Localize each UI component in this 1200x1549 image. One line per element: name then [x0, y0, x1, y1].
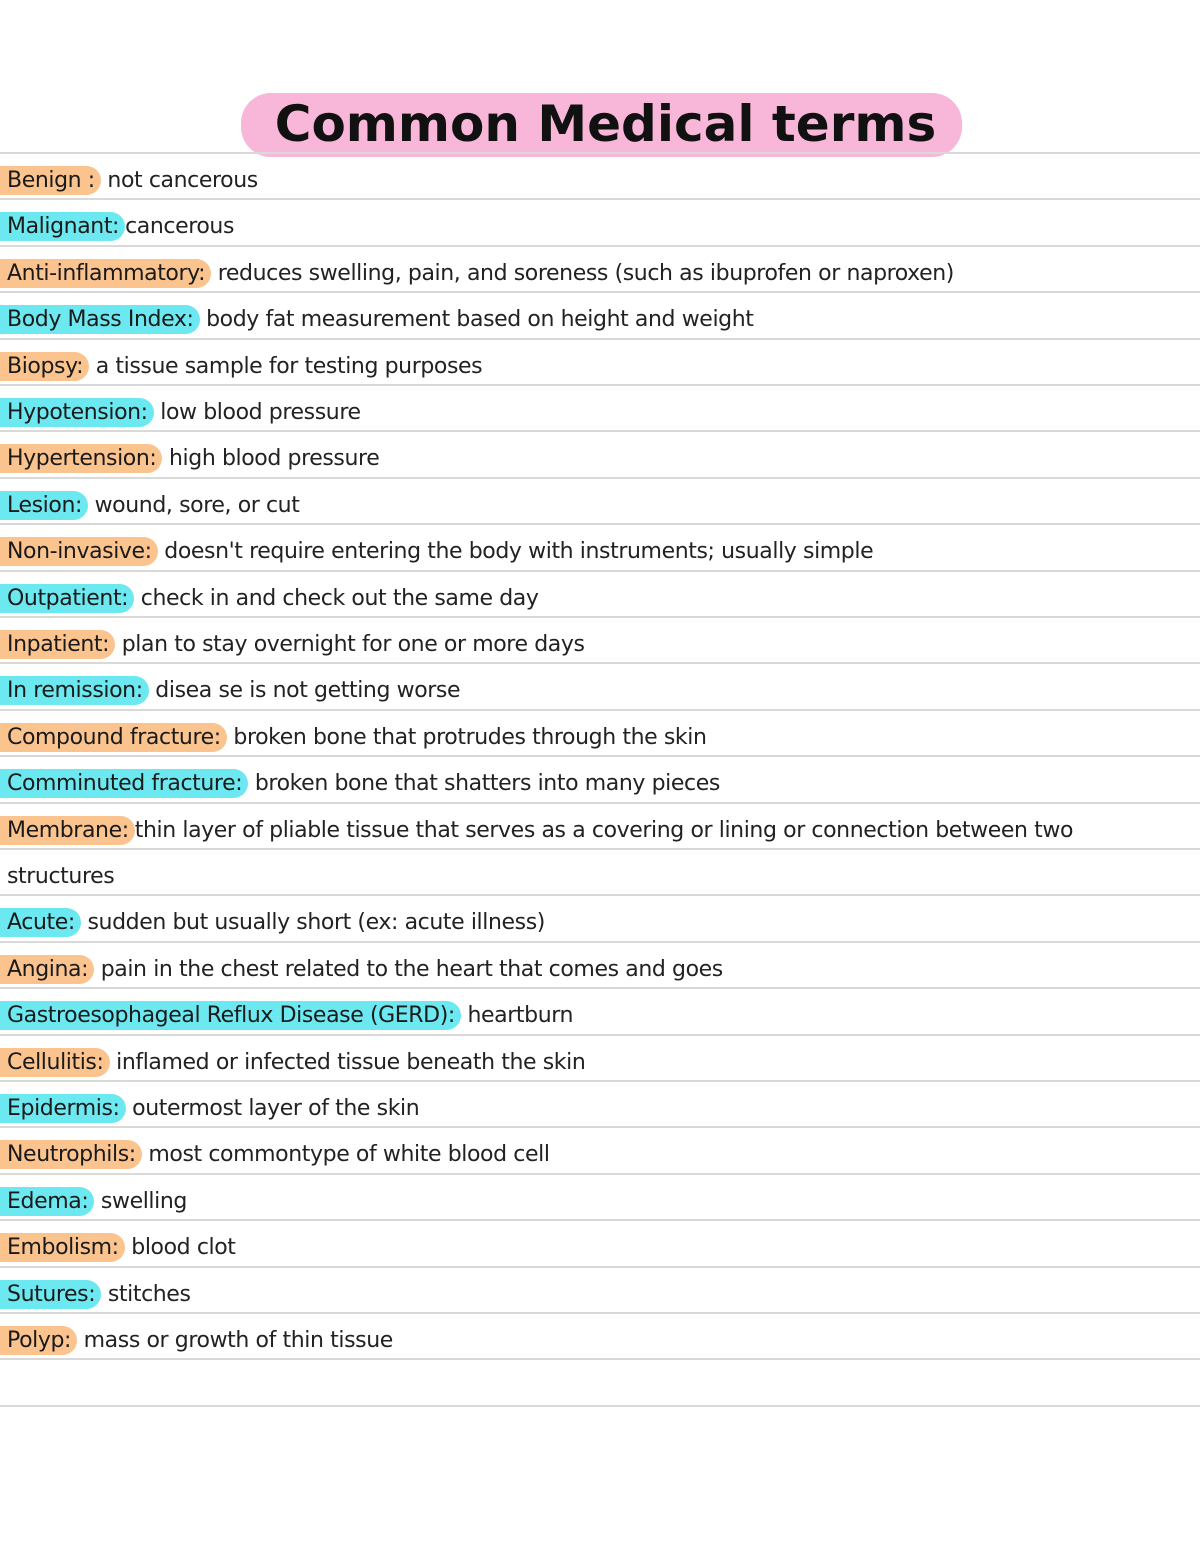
term-label: Embolism:: [0, 1233, 125, 1262]
term-definition: broken bone that shatters into many pieces: [248, 771, 720, 797]
term-definition: stitches: [101, 1281, 191, 1307]
list-item: [0, 338, 1200, 384]
term-label: Sutures:: [0, 1280, 101, 1309]
list-item: [0, 662, 1200, 708]
list-item: [0, 941, 1200, 987]
entry-text: [7, 585, 539, 613]
term-definition: outermost layer of the skin: [125, 1096, 420, 1121]
list-item: [0, 198, 1200, 244]
entry-text: [7, 1188, 187, 1216]
entry-text: [7, 538, 873, 566]
entry-text: [7, 492, 299, 520]
list-item: [0, 291, 1200, 337]
term-label: Acute:: [0, 908, 81, 937]
term-definition: thin layer of pliable tissue that serves as a covering or lining or connection between two: [134, 817, 1074, 843]
entry-text: [7, 1234, 236, 1262]
entry-text: [7, 1141, 550, 1169]
term-definition: body fat measurement based on height and weight: [199, 307, 754, 333]
term-definition: inflamed or infected tissue beneath the skin: [109, 1049, 586, 1075]
term-definition: doesn't require entering the body with instruments; usually simple: [157, 539, 874, 565]
list-item: [0, 894, 1200, 940]
list-item: [0, 1219, 1200, 1265]
term-label: Anti-inflammatory:: [0, 259, 211, 288]
list-item: [0, 1126, 1200, 1172]
list-item: [0, 152, 1200, 198]
entry-text: [7, 956, 723, 984]
term-label: Polyp:: [0, 1326, 77, 1355]
list-item: [0, 616, 1200, 662]
list-item: [0, 1080, 1200, 1126]
entry-text: [7, 445, 379, 473]
term-label: Cellulitis:: [0, 1048, 110, 1077]
term-label: Epidermis:: [0, 1094, 126, 1123]
entry-text: [7, 724, 707, 752]
list-item: [0, 802, 1200, 848]
term-label: Membrane:: [0, 816, 135, 845]
term-label: Lesion:: [0, 491, 88, 520]
term-definition: cancerous: [125, 214, 235, 240]
term-definition: mass or growth of thin tissue: [77, 1328, 393, 1353]
list-item: [0, 1034, 1200, 1080]
term-definition: sudden but usually short (ex: acute illness): [80, 910, 545, 936]
term-label: Benign :: [0, 166, 101, 195]
term-label: Malignant:: [0, 212, 125, 241]
page-title: Common Medical terms: [241, 93, 962, 157]
term-definition: pain in the chest related to the heart that comes and goes: [94, 956, 723, 982]
term-label: Hypertension:: [0, 444, 162, 473]
entry-text: [7, 260, 954, 288]
entry-text: [7, 817, 1073, 845]
list-item: [0, 477, 1200, 523]
entry-text: [7, 1049, 585, 1077]
term-definition: heartburn: [460, 1003, 574, 1029]
entry-text: [7, 1002, 573, 1030]
ruled-line: [0, 1405, 1200, 1407]
term-label: Compound fracture:: [0, 723, 227, 752]
term-label: Edema:: [0, 1187, 94, 1216]
term-definition: disea se is not getting worse: [148, 678, 461, 704]
term-definition: structures: [7, 864, 115, 889]
term-definition: check in and check out the same day: [134, 585, 539, 611]
term-definition: not cancerous: [100, 168, 258, 193]
entry-text: [7, 677, 460, 705]
term-label: Angina:: [0, 955, 94, 984]
term-label: Gastroesophageal Reflux Disease (GERD):: [0, 1001, 461, 1030]
term-definition: most commontype of white blood cell: [141, 1142, 550, 1168]
entry-text: [7, 1281, 191, 1309]
entry-text: [7, 306, 754, 334]
entry-text: [7, 1095, 419, 1123]
list-item: [0, 1312, 1200, 1358]
entry-text: [7, 909, 545, 937]
list-item: [0, 245, 1200, 291]
list-item: [0, 987, 1200, 1033]
term-label: Body Mass Index:: [0, 305, 200, 334]
term-definition: wound, sore, or cut: [88, 492, 300, 518]
list-item: [0, 755, 1200, 801]
list-item: [0, 848, 1200, 894]
term-definition: swelling: [94, 1188, 187, 1214]
title-wrap: [0, 93, 1200, 157]
entry-text: [7, 353, 482, 381]
term-label: Comminuted fracture:: [0, 769, 248, 798]
ruled-line: [0, 1358, 1200, 1360]
entry-text: [7, 213, 234, 241]
list-item: [0, 1266, 1200, 1312]
entry-text: [7, 1327, 393, 1355]
term-definition: blood clot: [124, 1235, 236, 1261]
term-label: In remission:: [0, 676, 149, 705]
list-item: [0, 384, 1200, 430]
term-definition: a tissue sample for testing purposes: [89, 353, 483, 379]
term-label: Outpatient:: [0, 584, 134, 613]
list-item: [0, 430, 1200, 476]
term-definition: high blood pressure: [162, 446, 380, 472]
entry-text: [7, 863, 114, 891]
entry-text: [7, 399, 361, 427]
term-label: Neutrophils:: [0, 1140, 142, 1169]
entry-text: [7, 167, 258, 195]
entry-text: [7, 631, 585, 659]
term-label: Hypotension:: [0, 398, 154, 427]
list-item: [0, 709, 1200, 755]
entry-text: [7, 770, 720, 798]
term-label: Biopsy:: [0, 352, 89, 381]
term-label: Inpatient:: [0, 630, 115, 659]
list-item: [0, 570, 1200, 616]
term-definition: broken bone that protrudes through the skin: [226, 724, 707, 750]
term-label: Non-invasive:: [0, 537, 158, 566]
term-definition: low blood pressure: [153, 400, 361, 425]
term-definition: reduces swelling, pain, and soreness (such as ibuprofen or naproxen): [211, 260, 954, 286]
list-item: [0, 523, 1200, 569]
term-definition: plan to stay overnight for one or more days: [115, 632, 585, 657]
list-item: [0, 1173, 1200, 1219]
